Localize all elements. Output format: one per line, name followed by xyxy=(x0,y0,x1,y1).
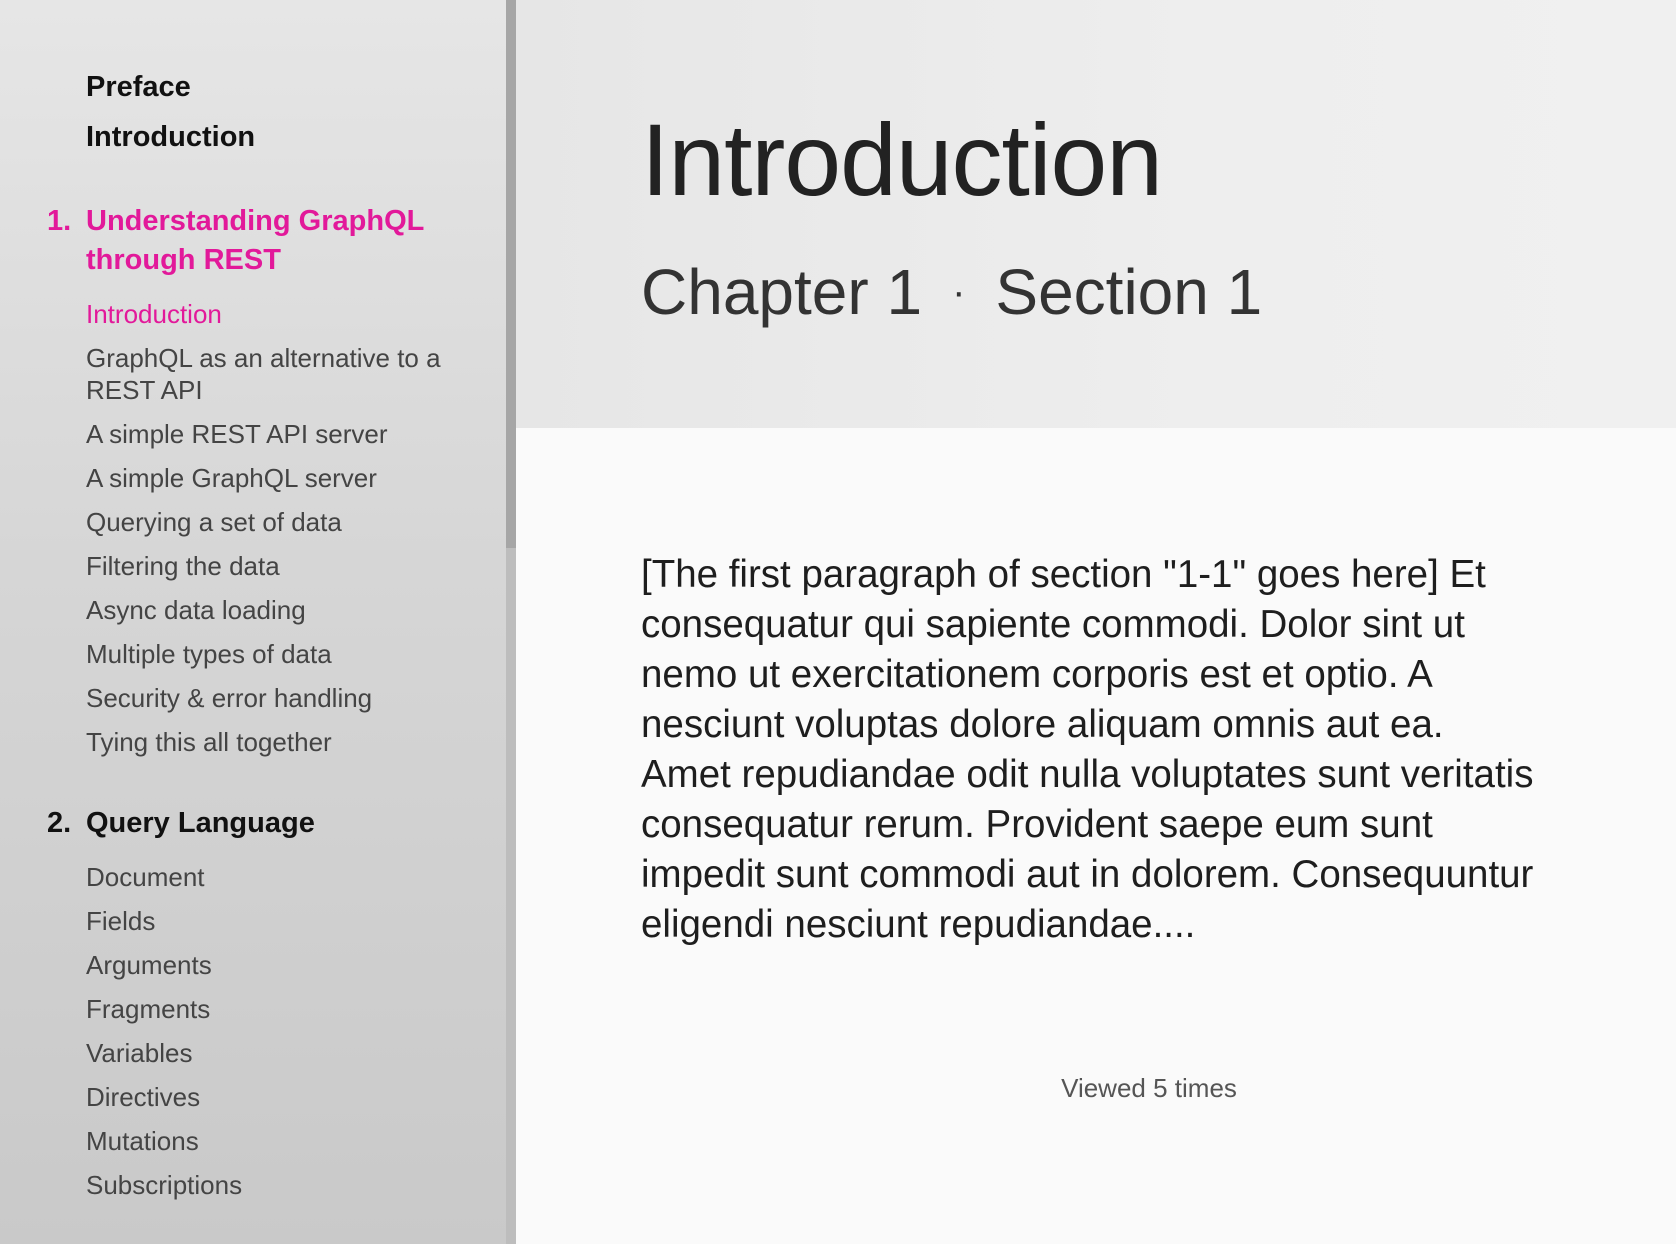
page-title: Introduction xyxy=(641,103,1163,217)
main-content xyxy=(516,0,1676,1244)
toc-section-list xyxy=(86,292,516,764)
toc-section-item[interactable]: GraphQL as an alternative to a REST API xyxy=(86,343,441,405)
toc-section-item[interactable]: Introduction xyxy=(86,299,222,329)
chapter-title: Understanding GraphQL through REST xyxy=(86,205,424,276)
chapter-label: Chapter 1 xyxy=(641,256,923,328)
toc-link-preface[interactable]: Preface xyxy=(86,71,191,103)
sidebar-scrollbar-thumb[interactable] xyxy=(506,0,516,548)
chapter-section-label xyxy=(641,254,1676,330)
toc-section-item[interactable]: Mutations xyxy=(86,1126,199,1156)
toc-section-list xyxy=(86,855,516,1207)
toc-section-item[interactable]: Querying a set of data xyxy=(86,507,342,537)
toc-section-item[interactable]: A simple GraphQL server xyxy=(86,463,377,493)
toc-section-item[interactable]: Fields xyxy=(86,906,156,936)
toc-chapter-2 xyxy=(0,804,516,1207)
toc-section-item[interactable]: Subscriptions xyxy=(86,1170,243,1200)
toc-section-item[interactable]: Directives xyxy=(86,1082,201,1112)
toc-chapter-2-heading[interactable] xyxy=(0,804,516,843)
sidebar-toc xyxy=(0,0,516,1244)
toc-section-item[interactable]: Variables xyxy=(86,1038,193,1068)
page-header xyxy=(516,0,1676,428)
toc-section-item[interactable]: Multiple types of data xyxy=(86,639,332,669)
chapter-title: Query Language xyxy=(86,807,315,839)
article-body xyxy=(516,428,1541,1104)
separator-dot: · xyxy=(952,270,966,314)
sidebar-scrollbar[interactable] xyxy=(506,0,516,1244)
toc-section-item[interactable]: Async data loading xyxy=(86,595,306,625)
chapter-number: 1. xyxy=(47,205,72,237)
toc-section-item[interactable]: A simple REST API server xyxy=(86,419,388,449)
toc-link-introduction[interactable]: Introduction xyxy=(86,121,256,153)
toc-section-item[interactable]: Filtering the data xyxy=(86,551,280,581)
toc-section-item[interactable]: Tying this all together xyxy=(86,727,332,757)
section-label: Section 1 xyxy=(995,256,1263,328)
toc-section-item[interactable]: Document xyxy=(86,862,205,892)
toc-section-item[interactable]: Fragments xyxy=(86,994,211,1024)
view-count: Viewed 5 times xyxy=(1061,1073,1237,1103)
toc-section-item[interactable]: Security & error handling xyxy=(86,683,373,713)
article-paragraph: [The first paragraph of section "1-1" goes here] Et consequatur qui sapiente commodi. Dolor sint ut nemo ut exercitationem corporis est et optio. A nesciunt voluptas dolore aliquam omnis aut ea. Amet repudiandae odit nulla voluptates sunt veritatis consequatur rerum. Provident saepe eum sunt impedit sunt commodi aut in dolorem. Consequuntur eligendi nesciunt repudiandae.... xyxy=(641,553,1534,946)
toc-chapter-1-heading[interactable] xyxy=(0,202,516,280)
toc-section-item[interactable]: Arguments xyxy=(86,950,212,980)
chapter-number: 2. xyxy=(47,807,72,839)
toc-chapter-1 xyxy=(0,202,516,764)
